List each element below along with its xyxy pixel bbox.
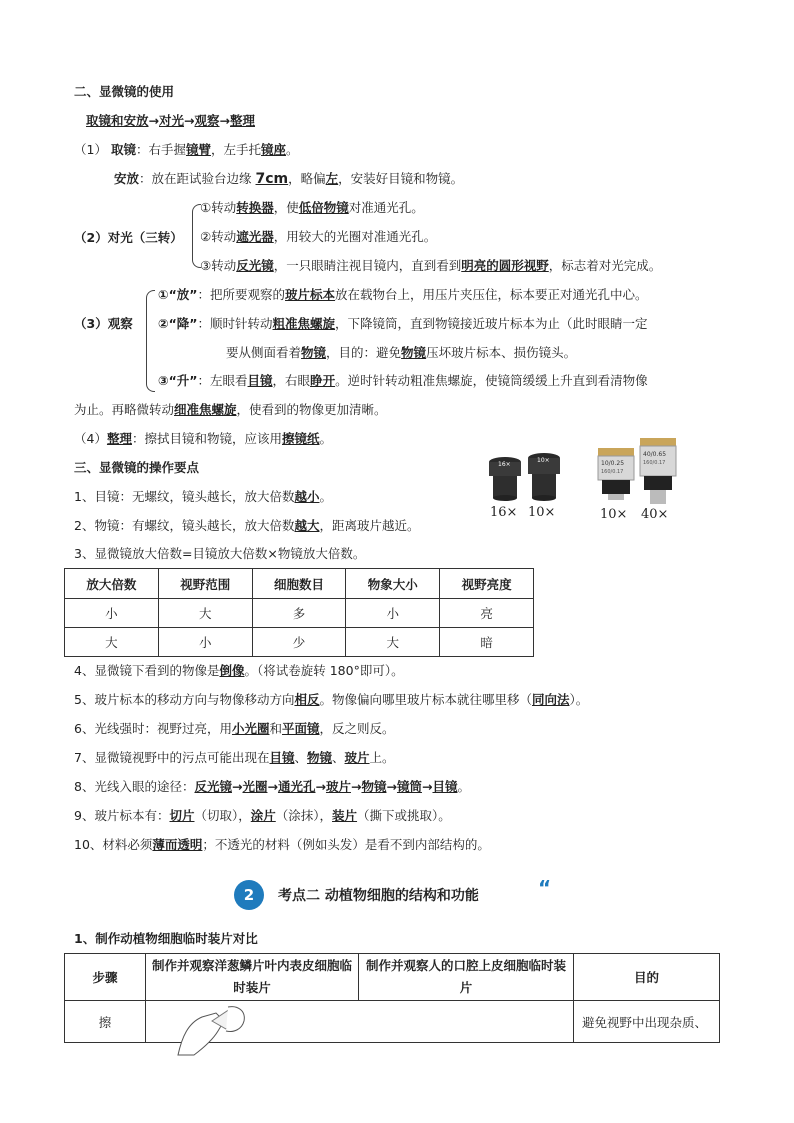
keypoint-number-badge: 2: [234, 880, 264, 910]
table-header: 视野亮度: [440, 569, 534, 599]
lens-caption-10x: 10×: [528, 505, 556, 520]
lens-caption-10x-objective: 10×: [600, 507, 628, 522]
objective-40x-icon: [640, 438, 676, 504]
section-title-slide-compare: 1、制作动植物细胞临时装片对比: [74, 931, 258, 946]
table-header: 细胞数目: [252, 569, 346, 599]
light-step-2: ②转动遮光器，用较大的光圈对准通光孔。: [200, 229, 437, 244]
slide-compare-table: [64, 953, 720, 1043]
table-row: [65, 599, 534, 628]
hands-wiping-slide-icon: [172, 1001, 252, 1057]
table-cell: 大: [158, 599, 252, 628]
light-adjust-label: （2）对光（三转）: [74, 230, 183, 245]
quote-icon: “: [538, 876, 552, 900]
table-header: 物象大小: [346, 569, 440, 599]
svg-text:160/0.17: 160/0.17: [643, 460, 666, 466]
keypoint-title: 考点二 动植物细胞的结构和功能: [278, 888, 479, 904]
table-header: 视野范围: [158, 569, 252, 599]
table-header: 目的: [574, 954, 720, 1001]
observe-step-3-cont: 为止。再略微转动细准焦螺旋，使看到的物像更加清晰。: [74, 402, 387, 417]
point-9: 9、玻片标本有：切片（切取），涂片（涂抹），装片（撕下或挑取）。: [74, 808, 451, 823]
observe-step-2-cont: 要从侧面看着物镜，目的：避免物镜压坏玻片标本、损伤镜头。: [226, 345, 577, 360]
table-header: 制作并观察人的口腔上皮细胞临时装片: [359, 954, 574, 1001]
table-header-row: [65, 569, 534, 599]
table-cell: 暗: [440, 628, 534, 657]
point-7: 7、显微镜视野中的污点可能出现在目镜、物镜、玻片上。: [74, 750, 395, 765]
table-cell: 小: [65, 599, 159, 628]
place-microscope: 安放：放在距试验台边缘 7cm，略偏左，安装好目镜和物镜。: [114, 171, 464, 187]
table-cell: 擦: [65, 1001, 146, 1043]
svg-text:16×: 16×: [498, 461, 511, 468]
usage-flow: 取镜和安放→对光→观察→整理: [86, 113, 256, 128]
svg-text:40/0.65: 40/0.65: [643, 451, 667, 458]
table-cell: 少: [252, 628, 346, 657]
table-row: [65, 628, 534, 657]
observe-step-2: ②“降”：顺时针转动粗准焦螺旋，下降镜筒，直到物镜接近玻片标本为止（此时眼睛一定: [158, 316, 648, 331]
brace: [146, 290, 155, 392]
table-cell: 小: [346, 599, 440, 628]
svg-text:10/0.25: 10/0.25: [601, 460, 625, 467]
table-cell: 大: [346, 628, 440, 657]
table-row: [65, 1001, 720, 1043]
tidy-step: （4）整理：擦拭目镜和物镜，应该用擦镜纸。: [74, 431, 333, 446]
table-cell: 大: [65, 628, 159, 657]
svg-text:160/0.17: 160/0.17: [601, 469, 624, 475]
observe-label: （3）观察: [74, 316, 133, 331]
table-header: 制作并观察洋葱鳞片叶内表皮细胞临时装片: [146, 954, 359, 1001]
observe-step-1: ①“放”：把所要观察的玻片标本放在载物台上，用压片夹压住，标本要正对通光孔中心。: [158, 287, 648, 302]
objective-10x-icon: [598, 448, 634, 500]
point-10: 10、材料必须薄而透明；不透光的材料（例如头发）是看不到内部结构的。: [74, 837, 490, 852]
point-2: 2、物镜：有螺纹，镜头越长，放大倍数越大，距离玻片越近。: [74, 518, 420, 533]
take-microscope: （1） 取镜：右手握镜臂，左手托镜座。: [74, 142, 299, 157]
eyepiece-10x-icon: [528, 453, 560, 501]
light-step-1: ①转动转换器，使低倍物镜对准通光孔。: [200, 200, 424, 215]
point-8: 8、光线入眼的途径：反光镜→光圈→通光孔→玻片→物镜→镜筒→目镜。: [74, 779, 470, 794]
magnification-table: [64, 568, 534, 657]
section-title-microscope-use: 二、显微镜的使用: [74, 84, 175, 99]
section-title-operation-points: 三、显微镜的操作要点: [74, 460, 200, 475]
svg-text:10×: 10×: [537, 457, 550, 464]
table-cell: 避免视野中出现杂质、: [574, 1001, 720, 1043]
table-header-row: [65, 954, 720, 1001]
table-cell: 多: [252, 599, 346, 628]
table-header: 放大倍数: [65, 569, 159, 599]
table-header: 步骤: [65, 954, 146, 1001]
lens-caption-40x-objective: 40×: [641, 507, 669, 522]
point-1: 1、目镜：无螺纹，镜头越长，放大倍数越小。: [74, 489, 332, 504]
lens-caption-16x: 16×: [490, 505, 518, 520]
table-cell: 小: [158, 628, 252, 657]
table-cell: 亮: [440, 599, 534, 628]
table-cell-illustration: [146, 1001, 574, 1043]
point-4: 4、显微镜下看到的物像是倒像。（将试卷旋转 180°即可）。: [74, 663, 404, 678]
point-3: 3、显微镜放大倍数=目镜放大倍数×物镜放大倍数。: [74, 546, 366, 561]
eyepiece-16x-icon: [489, 457, 521, 501]
light-step-3: ③转动反光镜，一只眼睛注视目镜内，直到看到明亮的圆形视野，标志着对光完成。: [200, 258, 662, 273]
point-6: 6、光线强时：视野过亮，用小光圈和平面镜，反之则反。: [74, 721, 395, 736]
observe-step-3: ③“升”：左眼看目镜，右眼睁开。逆时针转动粗准焦螺旋，使镜筒缓缓上升直到看清物像: [158, 373, 648, 388]
point-5: 5、玻片标本的移动方向与物像移动方向相反。物像偏向哪里玻片标本就往哪里移（同向法）。: [74, 692, 589, 707]
